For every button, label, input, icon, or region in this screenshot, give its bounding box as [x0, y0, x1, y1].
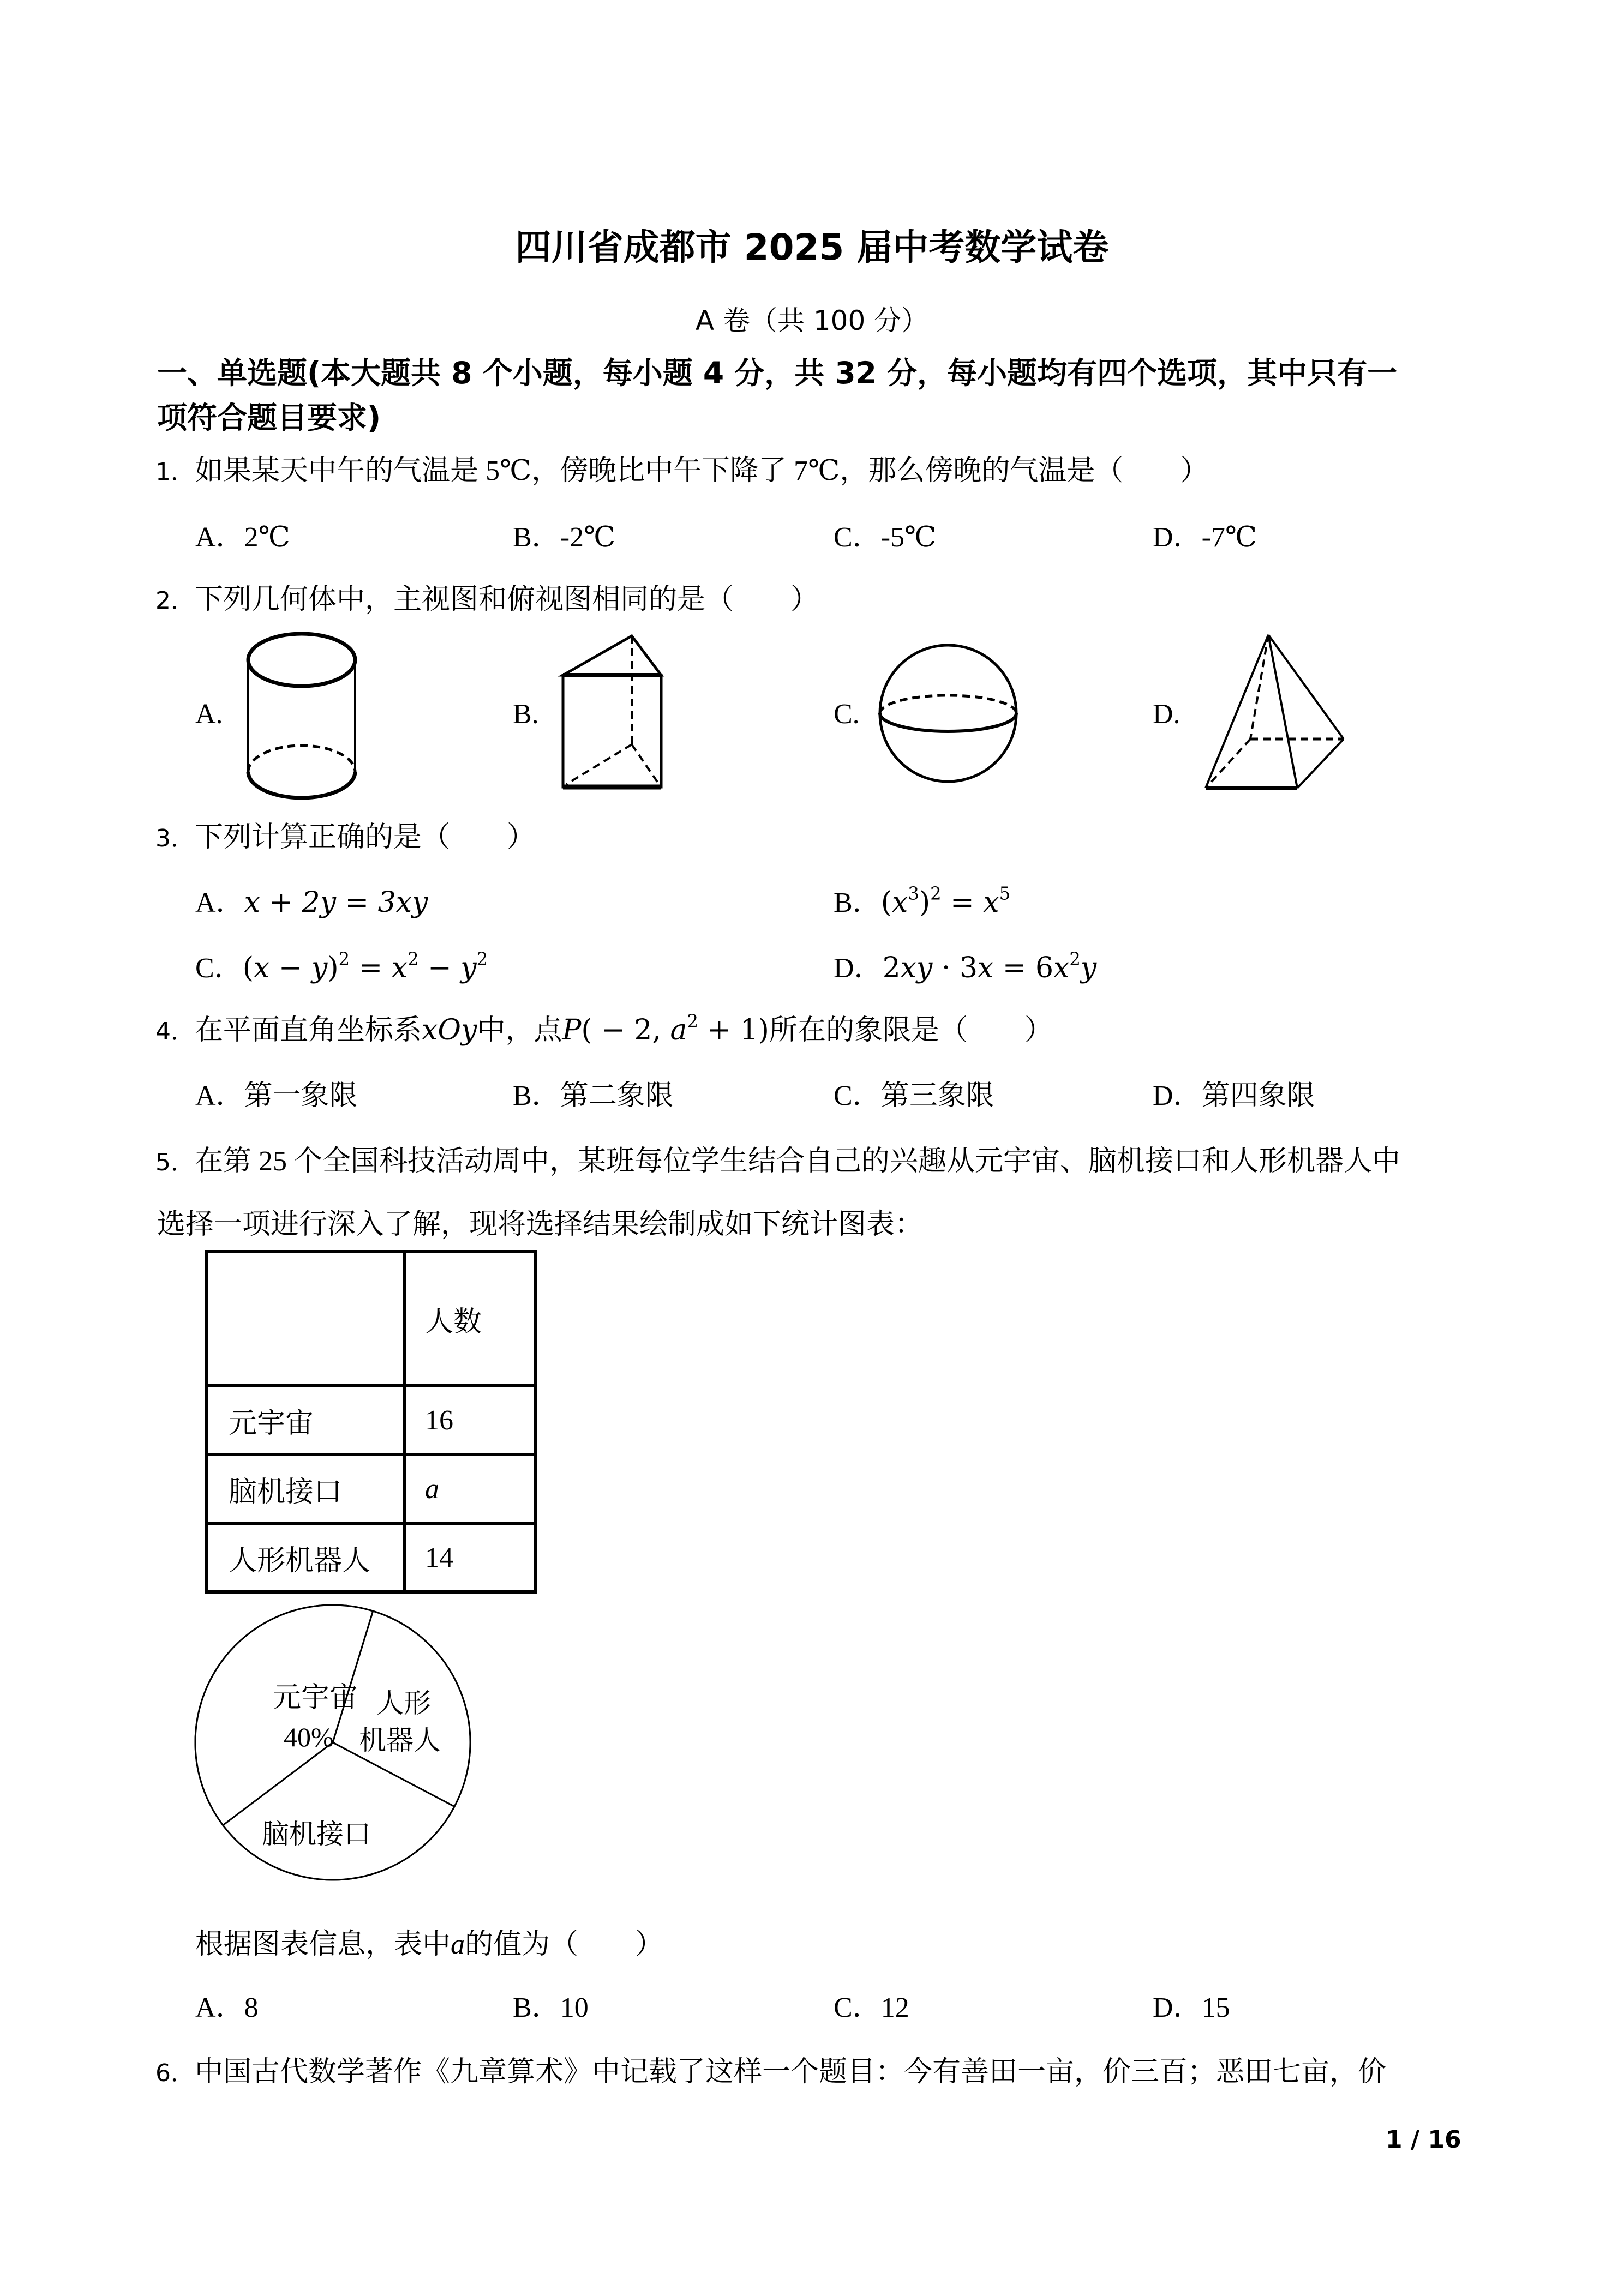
question-number: 2． [155, 587, 195, 615]
option-text: -7℃ [1201, 522, 1257, 553]
option-text: 第三象限 [880, 1080, 994, 1111]
question-text-mid: 中，点 [477, 1015, 562, 1046]
q5-option-b[interactable] [513, 1984, 589, 2025]
q1-option-b[interactable] [513, 514, 615, 555]
prompt-text: 根据图表信息，表中 [195, 1929, 451, 1960]
question-3 [155, 814, 535, 855]
square-pyramid-icon[interactable] [1200, 633, 1353, 796]
q1-option-c[interactable] [834, 514, 936, 555]
sphere-icon[interactable] [876, 641, 1023, 788]
q2-option-d-label[interactable]: D. [1153, 699, 1180, 730]
q1-option-d[interactable] [1153, 514, 1257, 555]
pie-label-bci: 脑机接口 [262, 1819, 371, 1849]
option-label: D． [1153, 1992, 1202, 2023]
table-row [206, 1454, 536, 1523]
q3-option-c[interactable] [195, 945, 488, 985]
option-text: 第一象限 [244, 1080, 358, 1111]
table-header-row [206, 1252, 536, 1386]
question-text: 如果某天中午的气温是 5℃，傍晚比中午下降了 7℃，那么傍晚的气温是（ ） [195, 455, 1209, 486]
question-number: 1． [155, 458, 195, 486]
question-text-after: 所在的象限是（ ） [769, 1015, 1053, 1046]
option-math: $2xy \cdot 3x = 6x^2y$ [882, 948, 1097, 984]
option-text: -2℃ [560, 522, 616, 553]
q4-option-b[interactable] [513, 1072, 674, 1113]
option-label: A． [195, 1992, 244, 2023]
pie-label-metaverse-percent: 40% [284, 1722, 334, 1752]
q3-option-a[interactable] [195, 879, 428, 920]
table-header-cell: 人数 [405, 1252, 536, 1386]
paper-subtitle: A 卷（共 100 分） [695, 305, 929, 336]
table-cell: 元宇宙 [206, 1386, 405, 1454]
q4-option-a[interactable] [195, 1072, 358, 1113]
question-text: 下列计算正确的是（ ） [195, 822, 536, 853]
question-5-prompt [195, 1921, 663, 1962]
question-math-xoy: xOy [422, 1014, 477, 1047]
option-label: D． [1153, 522, 1202, 553]
section-heading-line2: 项符合题目要求) [157, 400, 381, 435]
pie-label-humanoid-line2: 机器人 [359, 1725, 441, 1756]
question-text-line1: 在第 25 个全国科技活动周中，某班每位学生结合自己的兴趣从元宇宙、脑机接口和人形机器人中 [195, 1146, 1401, 1177]
question-5 [155, 1138, 1400, 1179]
option-label: A． [195, 522, 244, 553]
option-label: B． [513, 1992, 560, 2023]
option-label: D． [1153, 1080, 1202, 1111]
option-text: 10 [560, 1992, 589, 2023]
q4-option-c[interactable] [834, 1072, 994, 1113]
option-label: B． [513, 522, 560, 553]
question-5-line2: 选择一项进行深入了解，现将选择结果绘制成如下统计图表： [157, 1209, 924, 1240]
question-number: 5． [155, 1149, 195, 1176]
question-2 [155, 576, 819, 617]
table-cell: 人形机器人 [206, 1523, 405, 1592]
option-text: 12 [880, 1992, 909, 2023]
stats-table [205, 1250, 537, 1594]
table-header-cell [206, 1252, 405, 1386]
q3-option-d[interactable] [834, 945, 1096, 985]
question-text-before: 在平面直角坐标系 [195, 1015, 422, 1046]
page-number: 1 / 16 [1386, 2126, 1461, 2154]
triangular-prism-icon[interactable] [556, 633, 666, 796]
option-label: D． [834, 953, 883, 984]
table-cell: 16 [405, 1386, 536, 1454]
pie-label-humanoid-line1: 人形 [376, 1688, 431, 1718]
table-cell: a [405, 1454, 536, 1523]
q3-option-b[interactable] [834, 879, 1010, 920]
option-math: $(x - y)^2 = x^2 - y^2$ [242, 948, 488, 984]
option-label: C． [834, 522, 881, 553]
option-label: C． [834, 1992, 881, 2023]
question-math-point: P( − 2, $a^2 + 1$) [562, 1011, 769, 1047]
table-cell: 脑机接口 [206, 1454, 405, 1523]
q5-option-a[interactable] [195, 1984, 259, 2025]
option-math: x + 2y = 3xy [244, 886, 428, 919]
option-text: 8 [244, 1992, 259, 2023]
option-text: 第四象限 [1201, 1080, 1315, 1111]
prompt-text: 的值为（ ） [465, 1929, 664, 1960]
question-text: 下列几何体中，主视图和俯视图相同的是（ ） [195, 584, 819, 615]
option-label: B． [834, 887, 881, 918]
q1-option-a[interactable] [195, 514, 290, 555]
option-math: $(x^3)^2 = x^5$ [880, 883, 1011, 919]
q2-option-a-label[interactable]: A. [195, 699, 223, 730]
question-text: 中国古代数学著作《九章算术》中记载了这样一个题目：今有善田一亩，价三百；恶田七亩，价 [195, 2057, 1387, 2088]
option-label: A． [195, 1080, 244, 1111]
question-number: 6． [155, 2059, 195, 2087]
option-text: 2℃ [244, 522, 290, 553]
q4-option-d[interactable] [1153, 1072, 1315, 1113]
cylinder-icon[interactable] [240, 630, 365, 799]
q2-option-c-label[interactable]: C. [834, 699, 860, 730]
option-label: B． [513, 1080, 560, 1111]
option-text: -5℃ [880, 522, 937, 553]
option-text: 第二象限 [560, 1080, 674, 1111]
question-number: 4． [155, 1018, 195, 1045]
pie-label-metaverse: 元宇宙 [273, 1682, 358, 1714]
section-heading-line1: 一、单选题(本大题共 8 个小题，每小题 4 分，共 32 分，每小题均有四个选项，其中只有一 [157, 356, 1398, 390]
option-text: 15 [1201, 1992, 1230, 2023]
option-label: A． [195, 887, 244, 918]
page-title: 四川省成都市 2025 届中考数学试卷 [515, 226, 1109, 268]
q5-option-d[interactable] [1153, 1984, 1230, 2025]
q5-option-c[interactable] [834, 1984, 909, 2025]
option-label: C． [195, 953, 243, 984]
prompt-var: a [451, 1929, 465, 1960]
question-1 [155, 447, 1208, 488]
option-label: C． [834, 1080, 881, 1111]
table-row [206, 1523, 536, 1592]
table-cell: 14 [405, 1523, 536, 1592]
q2-option-b-label[interactable]: B. [513, 699, 539, 730]
table-row [206, 1386, 536, 1454]
question-number: 3． [155, 825, 195, 852]
question-4 [155, 1007, 1053, 1048]
question-6 [155, 2048, 1386, 2089]
pie-chart [185, 1609, 480, 1903]
